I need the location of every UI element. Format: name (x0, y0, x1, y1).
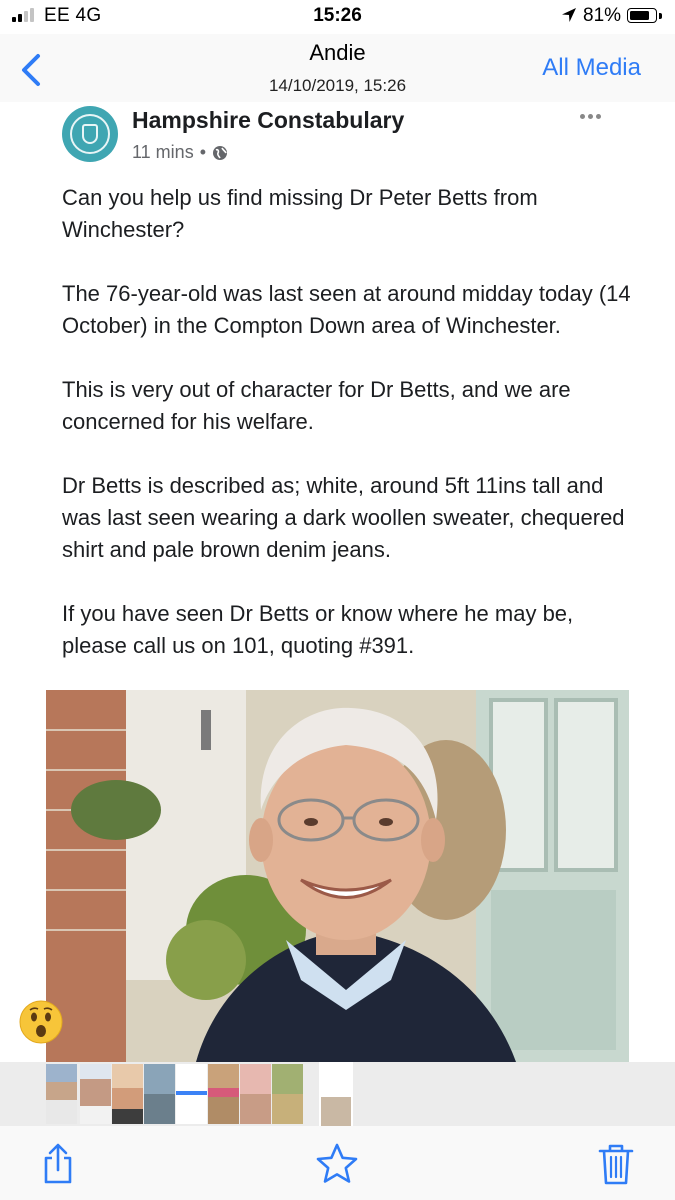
media-thumbnail-strip[interactable] (0, 1062, 675, 1126)
share-icon (38, 1142, 78, 1186)
navigation-bar (0, 34, 675, 102)
page-avatar (62, 106, 118, 162)
surprised-reaction-icon[interactable] (19, 1000, 63, 1044)
battery-icon (627, 8, 657, 23)
post-paragraph: Can you help us find missing Dr Peter Betts from Winchester? (62, 185, 538, 242)
status-bar (0, 0, 675, 34)
trash-icon (596, 1142, 636, 1186)
media-thumbnail[interactable] (144, 1064, 175, 1124)
media-thumbnail[interactable] (46, 1064, 77, 1124)
media-thumbnail[interactable] (240, 1064, 271, 1124)
media-thumbnail[interactable] (208, 1064, 239, 1124)
shared-post-image (0, 102, 675, 1062)
police-crest-icon (82, 124, 98, 144)
more-horizontal-icon (580, 114, 601, 119)
post-paragraph: The 76-year-old was last seen at around midday today (14 October) in the Compton Down area of Winchester. (62, 281, 631, 338)
post-paragraph: Dr Betts is described as; white, around 5ft 11ins tall and was last seen wearing a dark woollen sweater, chequered shirt and pale brown denim jeans. (62, 473, 625, 562)
media-thumbnail[interactable] (176, 1064, 207, 1124)
post-paragraph: This is very out of character for Dr Betts, and we are concerned for his welfare. (62, 377, 571, 434)
globe-icon (212, 145, 228, 161)
post-meta (132, 142, 228, 163)
bottom-toolbar (0, 1126, 675, 1200)
post-body (62, 182, 642, 694)
page-name: Hampshire Constabulary (132, 107, 405, 133)
post-time: 11 mins (132, 142, 194, 162)
share-button[interactable] (36, 1142, 80, 1186)
media-thumbnail[interactable] (112, 1064, 143, 1124)
meta-separator: • (199, 142, 207, 162)
location-arrow-icon (560, 6, 578, 24)
post-paragraph: If you have seen Dr Betts or know where he may be, please call us on 101, quoting #391. (62, 601, 574, 658)
media-thumbnail[interactable] (80, 1064, 111, 1124)
battery-percentage: 81% (583, 5, 622, 26)
favorite-button[interactable] (315, 1142, 359, 1186)
carrier-label: EE 4G (44, 5, 102, 26)
battery-tip (659, 13, 662, 19)
conversation-title: Andie (309, 40, 366, 65)
missing-person-photo (46, 690, 629, 1062)
media-thumbnail-selected[interactable] (319, 1062, 353, 1126)
delete-button[interactable] (594, 1142, 638, 1186)
message-timestamp: 14/10/2019, 15:26 (268, 76, 407, 95)
media-thumbnail[interactable] (272, 1064, 303, 1124)
all-media-button[interactable]: All Media (542, 54, 641, 81)
status-time: 15:26 (313, 5, 362, 26)
star-outline-icon (315, 1142, 359, 1186)
